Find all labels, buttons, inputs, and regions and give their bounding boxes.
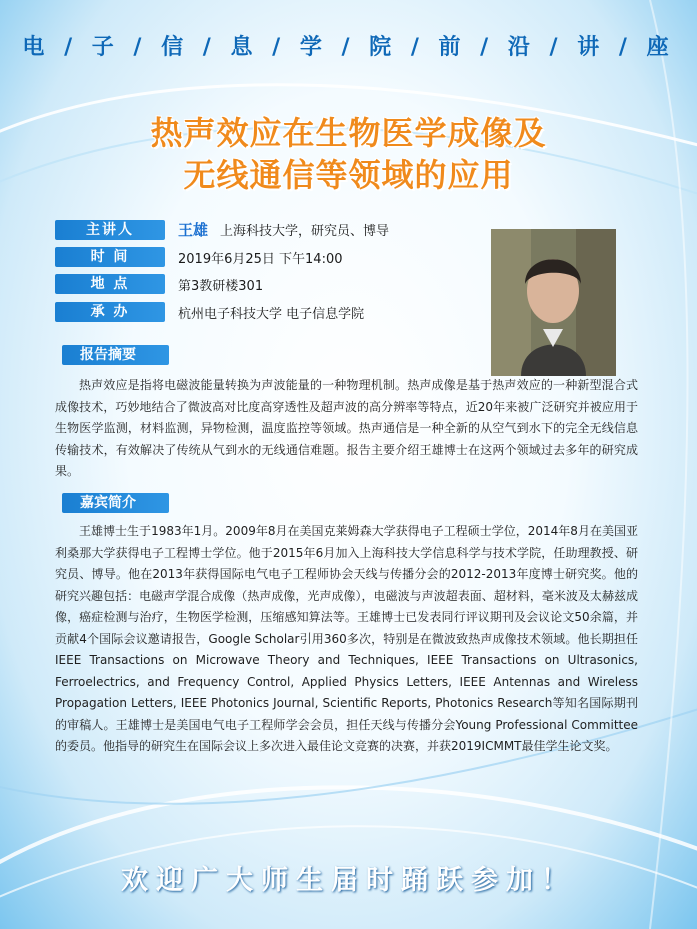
abstract-heading: 报告摘要 (62, 345, 169, 365)
bio-text: 王雄博士生于1983年1月。2009年8月在美国克莱姆森大学获得电子工程硕士学位，2014年8月在美国亚利桑那大学获得电子工程博士学位。他于2015年6月加入上海科技大学信息科学与技术学院，任助理教授、研究员、博导。他在2013年获得国际电气电子工程师协会天线与传播分会的2012-2013年度博士研究奖。他的研究兴趣包括：电磁声学混合成像（热声成像，光声成像），电磁波与声波超表面、超材料，毫米波及太赫兹成像，癌症检测与治疗，生物医学检测，压缩感知算法等。王雄博士已发表同行评议期刊及会议论文50余篇，并贡献4个国际会议邀请报告，Google Scholar引用360多次，特别是在微波致热声成像技术领域。他长期担任IEEE Transactions on Microwave Theory and Techniques, IEEE Transactions on Ultrasonics, Ferroelectrics, and Frequency Control, Applied Physics Letters, IEEE Antennas and Wireless Propagation Letters, IEEE Photonics Journal, Scientific Reports, Photonics Research等知名国际期刊的审稿人。王雄博士是美国电气电子工程师学会会员，担任天线与传播分会Young Professional Committee的委员。他指导的研究生在国际会议上多次进入最佳论文竞赛的决赛，并获2019ICMMT最佳学生论文奖。 (55, 524, 638, 753)
lecture-title-line2: 无线通信等领域的应用 (183, 156, 514, 194)
speaker-name: 王雄 (178, 221, 209, 239)
host-value: 杭州电子科技大学 电子信息学院 (178, 307, 365, 322)
place-label: 地 点 (55, 274, 165, 294)
speaker-value (178, 219, 389, 240)
lecture-title-line1: 热声效应在生物医学成像及 (150, 114, 547, 152)
speaker-affiliation: 上海科技大学，研究员、博导 (220, 224, 390, 239)
speaker-photo (491, 229, 616, 376)
speaker-label: 主讲人 (55, 220, 165, 240)
abstract-text: 热声效应是指将电磁波能量转换为声波能量的一种物理机制。热声成像是基于热声效应的一种新型混合式成像技术，巧妙地结合了微波高对比度高穿透性及超声波的高分辨率等特点，近20年来被广泛研究并被应用于生物医学监测，材料监测，异物检测，温度监控等领域。热声通信是一种全新的从空气到水下的完全无线信息传输技术，有效解决了传统从气到水的无线通信难题。报告主要介绍王雄博士在这两个领域过去多年的研究成果。 (55, 378, 638, 478)
time-label: 时 间 (55, 247, 165, 267)
time-value: 2019年6月25日 下午14:00 (178, 252, 343, 267)
place-value: 第3教研楼301 (178, 279, 264, 294)
welcome-footer: 欢迎广大师生届时踊跃参加！ (121, 865, 576, 896)
bio-heading: 嘉宾简介 (62, 493, 169, 513)
lecture-series-title: 电 / 子 / 信 / 息 / 学 / 院 / 前 / 沿 / 讲 / 座 (22, 35, 675, 60)
host-label: 承 办 (55, 302, 165, 322)
